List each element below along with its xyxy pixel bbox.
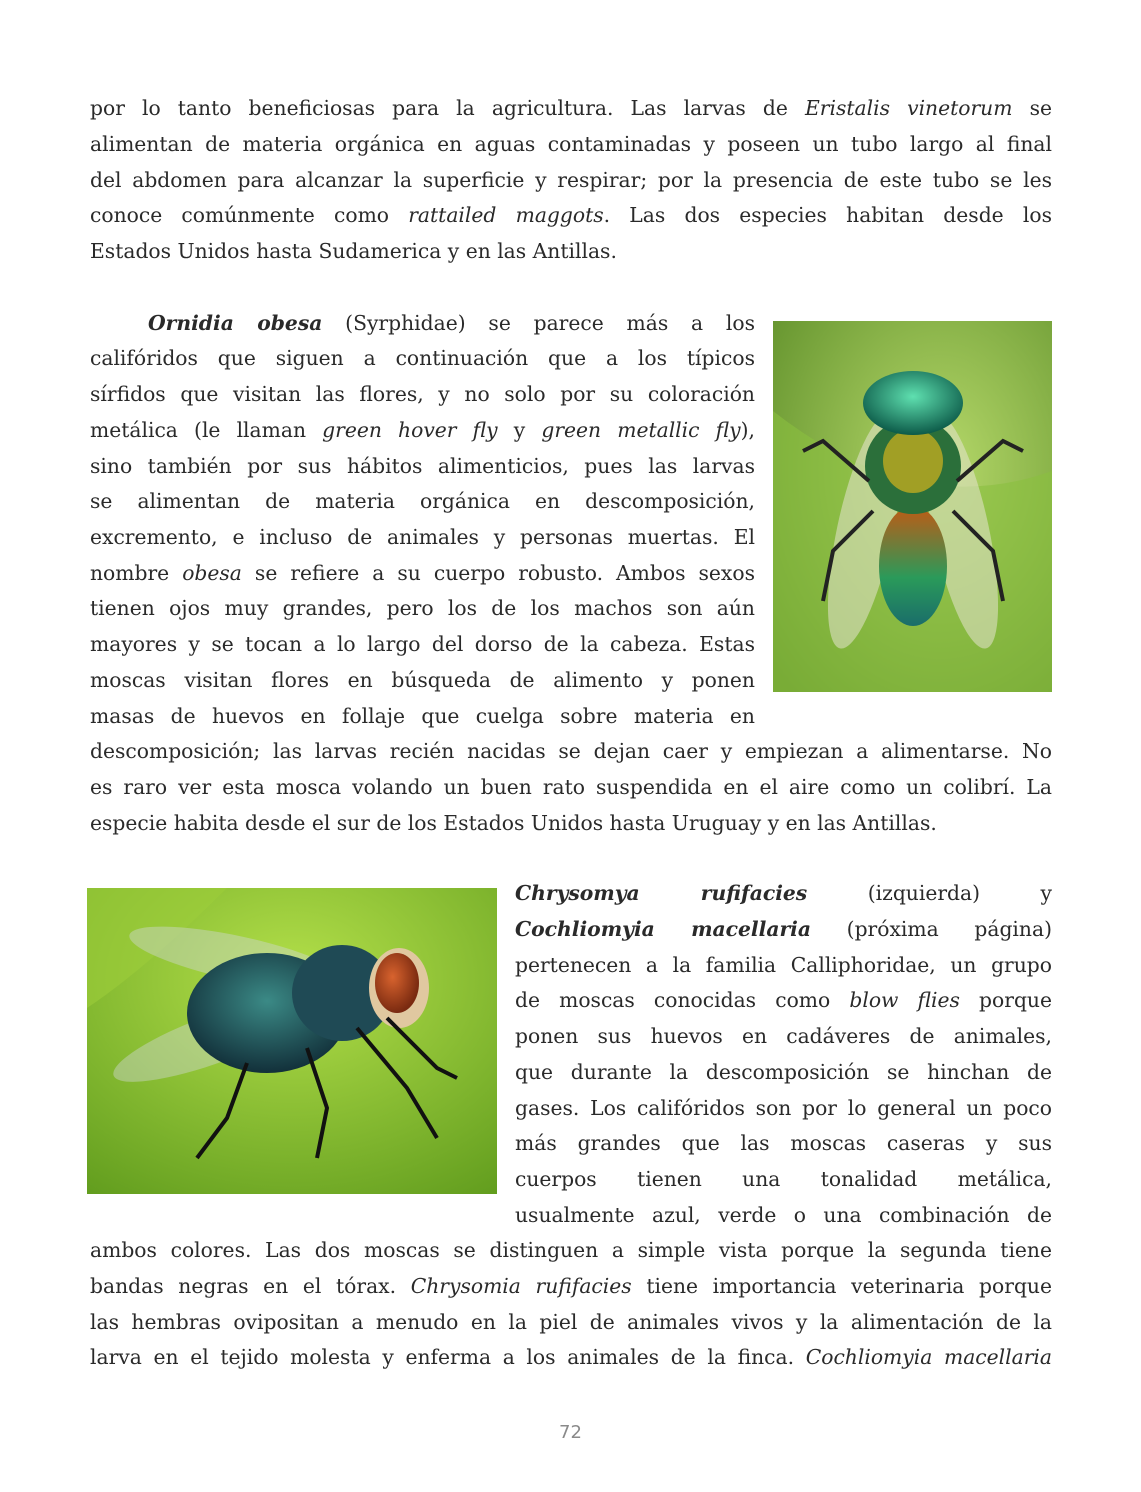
text-line xyxy=(515,982,1052,1018)
text-line xyxy=(90,233,1052,269)
text-segment: y xyxy=(497,418,542,442)
text-segment: se alimentan de materia orgánica en descomposición, xyxy=(90,489,755,513)
text-line xyxy=(90,1304,1052,1340)
text-segment: ), xyxy=(740,418,755,442)
text-segment: más grandes que las moscas caseras y sus xyxy=(515,1131,1052,1155)
italic-term: Cochliomyia macellaria xyxy=(805,1345,1052,1369)
text-segment: ambos colores. Las dos moscas se distinguen a simple vista porque la segunda tiene xyxy=(90,1238,1052,1262)
photo-chrysomya-rufifacies xyxy=(87,888,497,1194)
text-segment: (Syrphidae) se parece más a los xyxy=(322,311,755,335)
text-segment: masas de huevos en follaje que cuelga sobre materia en xyxy=(90,704,755,728)
text-line xyxy=(90,805,1052,841)
text-segment: tienen ojos muy grandes, pero los de los machos son aún xyxy=(90,596,755,620)
page-number: 72 xyxy=(559,1422,582,1443)
text-segment: mayores y se tocan a lo largo del dorso de la cabeza. Estas xyxy=(90,632,755,656)
photo-ornidia-obesa xyxy=(773,321,1052,692)
italic-term: green hover fly xyxy=(322,418,498,442)
text-segment: se refiere a su cuerpo robusto. Ambos sexos xyxy=(241,561,755,585)
text-line xyxy=(148,305,755,341)
text-line xyxy=(90,626,755,662)
text-segment: tiene importancia veterinaria porque xyxy=(631,1274,1052,1298)
text-line xyxy=(90,662,755,698)
species-name: Ornidia obesa xyxy=(148,311,323,335)
text-line xyxy=(90,162,1052,198)
text-segment: alimentan de materia orgánica en aguas contaminadas y poseen un tubo largo al final xyxy=(90,132,1052,156)
text-line xyxy=(90,126,1052,162)
text-segment: las hembras ovipositan a menudo en la piel de animales vivos y la alimentación de la xyxy=(90,1310,1052,1334)
italic-term: rattailed maggots xyxy=(408,203,604,227)
text-segment: por lo tanto beneficiosas para la agricultura. Las larvas de xyxy=(90,96,805,120)
text-segment: moscas visitan flores en búsqueda de alimento y ponen xyxy=(90,668,755,692)
text-line xyxy=(90,483,755,519)
text-segment: Estados Unidos hasta Sudamerica y en las Antillas. xyxy=(90,239,617,263)
text-line xyxy=(90,376,755,412)
text-line xyxy=(515,1125,1052,1161)
text-line xyxy=(515,1018,1052,1054)
text-line xyxy=(515,1090,1052,1126)
text-line xyxy=(90,90,1052,126)
text-segment: de moscas conocidas como xyxy=(515,988,850,1012)
text-segment: gases. Los califóridos son por lo general un poco xyxy=(515,1096,1052,1120)
text-segment: cuerpos tienen una tonalidad metálica, xyxy=(515,1167,1052,1191)
italic-term: Eristalis vinetorum xyxy=(805,96,1013,120)
italic-term: Chrysomia rufifacies xyxy=(410,1274,632,1298)
text-segment: nombre xyxy=(90,561,183,585)
italic-term: blow flies xyxy=(849,988,960,1012)
text-line xyxy=(515,911,1052,947)
text-segment: ponen sus huevos en cadáveres de animales, xyxy=(515,1024,1052,1048)
text-segment: excremento, e incluso de animales y personas muertas. El xyxy=(90,525,755,549)
text-segment: usualmente azul, verde o una combinación de xyxy=(515,1203,1052,1227)
text-segment: bandas negras en el tórax. xyxy=(90,1274,411,1298)
text-segment: (próxima página) xyxy=(811,917,1052,941)
text-line xyxy=(90,769,1052,805)
text-line xyxy=(90,448,755,484)
text-line xyxy=(515,1161,1052,1197)
text-segment: del abdomen para alcanzar la superficie y respirar; por la presencia de este tubo se les xyxy=(90,168,1052,192)
text-segment: porque xyxy=(959,988,1052,1012)
text-segment: es raro ver esta mosca volando un buen rato suspendida en el aire como un colibrí. La xyxy=(90,775,1052,799)
text-segment: larva en el tejido molesta y enferma a los animales de la finca. xyxy=(90,1345,806,1369)
text-line xyxy=(515,1054,1052,1090)
text-segment: (izquierda) y xyxy=(807,881,1052,905)
text-line xyxy=(90,733,1052,769)
text-line xyxy=(90,1268,1052,1304)
text-segment: . Las dos especies habitan desde los xyxy=(603,203,1052,227)
italic-term: green metallic fly xyxy=(541,418,741,442)
text-line xyxy=(90,590,755,626)
text-line xyxy=(90,197,1052,233)
text-line xyxy=(90,340,755,376)
text-line xyxy=(90,519,755,555)
text-segment: especie habita desde el sur de los Estados Unidos hasta Uruguay y en las Antillas. xyxy=(90,811,937,835)
text-segment: califóridos que siguen a continuación que a los típicos xyxy=(90,346,755,370)
text-line xyxy=(515,875,1052,911)
text-line xyxy=(90,1232,1052,1268)
text-line xyxy=(90,555,755,591)
text-segment: sírfidos que visitan las flores, y no solo por su coloración xyxy=(90,382,755,406)
text-segment: que durante la descomposición se hinchan de xyxy=(515,1060,1052,1084)
italic-term: obesa xyxy=(182,561,242,585)
text-line xyxy=(515,1197,1052,1233)
text-segment: conoce comúnmente como xyxy=(90,203,409,227)
text-line xyxy=(90,412,755,448)
text-segment: se xyxy=(1012,96,1052,120)
text-segment: sino también por sus hábitos alimenticios, pues las larvas xyxy=(90,454,755,478)
text-segment: descomposición; las larvas recién nacidas se dejan caer y empiezan a alimentarse. No xyxy=(90,739,1052,763)
text-line xyxy=(90,1339,1052,1375)
text-segment: pertenecen a la familia Calliphoridae, un grupo xyxy=(515,953,1052,977)
text-segment: metálica (le llaman xyxy=(90,418,323,442)
text-line xyxy=(515,947,1052,983)
species-name: Chrysomya rufifacies xyxy=(515,881,808,905)
text-line xyxy=(90,698,755,734)
species-name: Cochliomyia macellaria xyxy=(515,917,811,941)
